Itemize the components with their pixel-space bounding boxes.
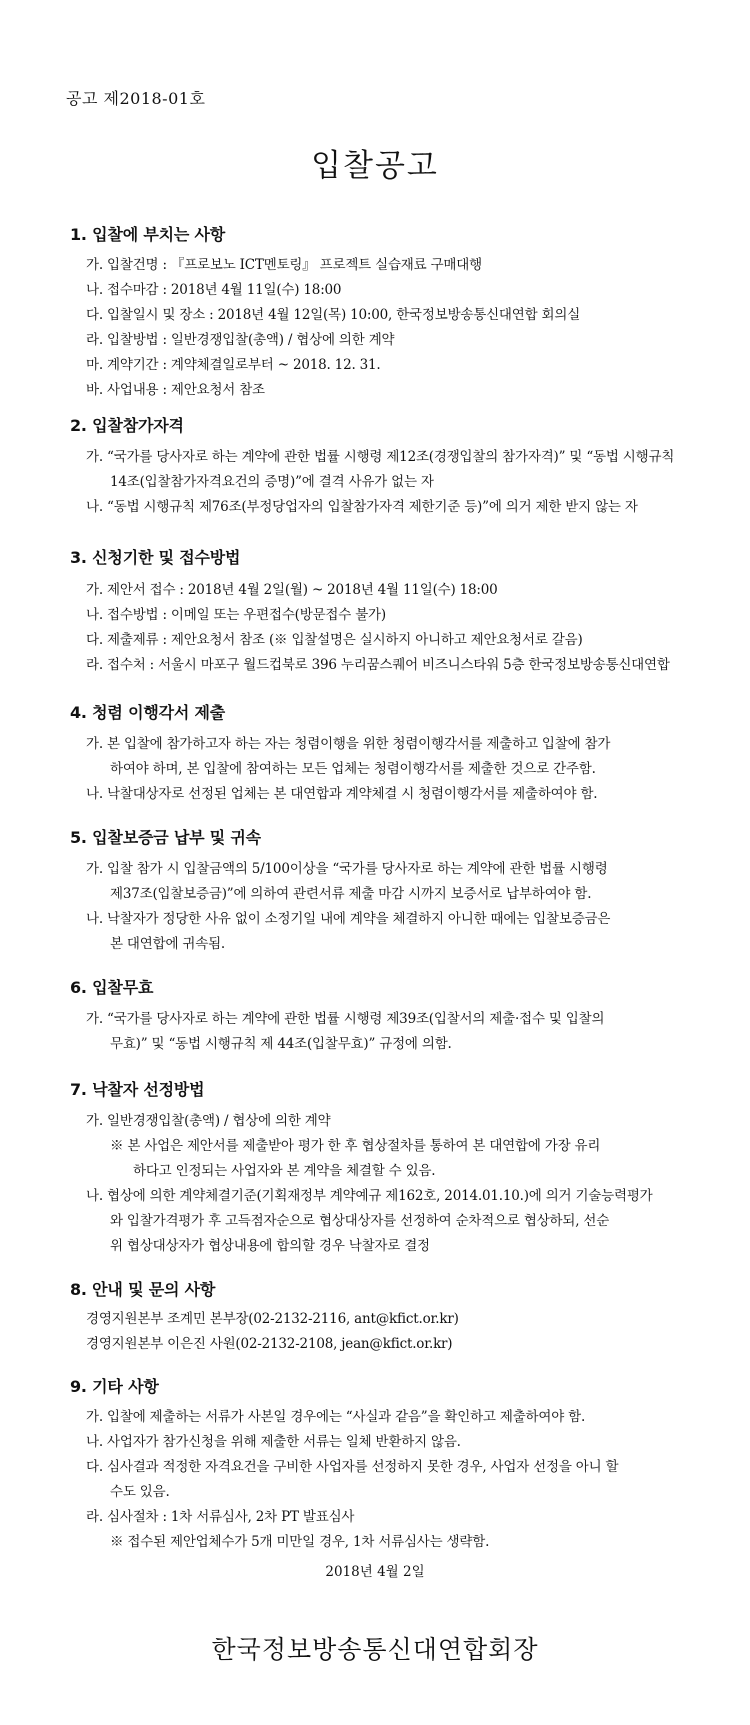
list-item: 나. 접수마감 : 2018년 4월 11일(수) 18:00 [86,282,342,298]
page-title: 입찰공고 [311,148,439,184]
list-item: 라. 입찰방법 : 일반경쟁입찰(총액) / 협상에 의한 계약 [86,332,395,348]
list-item: 다. 심사결과 적정한 자격요건을 구비한 사업자를 선정하지 못한 경우, 사업자 선정을 아니 할 [86,1459,619,1475]
notice-number: 공고 제2018-01호 [66,89,206,108]
list-item: 다. 입찰일시 및 장소 : 2018년 4월 12일(목) 10:00, 한국정보방송통신대연합 회의실 [86,307,581,323]
issuer-signature: 한국정보방송통신대연합회장 [211,1635,539,1664]
list-item: ※ 접수된 제안업체수가 5개 미만일 경우, 1차 서류심사는 생략함. [110,1534,490,1550]
list-item: 바. 사업내용 : 제안요청서 참조 [86,382,265,398]
section-heading: 2. 입찰참가자격 [70,416,184,435]
list-item: 수도 있음. [110,1484,170,1500]
section-heading: 7. 낙찰자 선정방법 [70,1080,205,1099]
list-item: 무효)” 및 “동법 시행규칙 제 44조(입찰무효)” 규정에 의함. [110,1036,452,1052]
list-item: 가. 입찰 참가 시 입찰금액의 5/100이상을 “국가를 당사자로 하는 계약에 관한 법률 시행령 [86,861,608,877]
list-item: 나. 접수방법 : 이메일 또는 우편접수(방문접수 불가) [86,607,386,623]
section-heading: 5. 입찰보증금 납부 및 귀속 [70,828,261,847]
list-item: 가. “국가를 당사자로 하는 계약에 관한 법률 시행령 제39조(입찰서의 제출·접수 및 입찰의 [86,1011,605,1027]
list-item: 나. 낙찰대상자로 선정된 업체는 본 대연합과 계약체결 시 청렴이행각서를 제출하여야 함. [86,786,598,802]
contact-line: 경영지원본부 이은진 사원(02-2132-2108, jean@kfict.or.kr) [86,1336,453,1352]
section-heading: 6. 입찰무효 [70,978,154,997]
list-item: 나. 사업자가 참가신청을 위해 제출한 서류는 일체 반환하지 않음. [86,1434,461,1450]
section-heading: 8. 안내 및 문의 사항 [70,1280,216,1299]
list-item: 나. “동법 시행규칙 제76조(부정당업자의 입찰참가자격 제한기준 등)”에 의거 제한 받지 않는 자 [86,499,638,515]
section-heading: 3. 신청기한 및 접수방법 [70,548,241,567]
list-item: 라. 접수처 : 서울시 마포구 월드컵북로 396 누리꿈스퀘어 비즈니스타워 5층 한국정보방송통신대연합 [86,657,670,673]
list-item: 제37조(입찰보증금)”에 의하여 관련서류 제출 마감 시까지 보증서로 납부하여야 함. [110,886,592,902]
list-item: 14조(입찰참가자격요건의 증명)”에 결격 사유가 없는 자 [110,474,434,490]
list-item: 다. 제출제류 : 제안요청서 참조 (※ 입찰설명은 실시하지 아니하고 제안요청서로 갈음) [86,632,583,648]
list-item: 가. 제안서 접수 : 2018년 4월 2일(월) ~ 2018년 4월 11일(수) 18:00 [86,582,498,598]
list-item: 위 협상대상자가 협상내용에 합의할 경우 낙찰자로 결정 [110,1238,430,1254]
list-item: ※ 본 사업은 제안서를 제출받아 평가 한 후 협상절차를 통하여 본 대연합에 가장 유리 [110,1138,601,1154]
list-item: 가. 입찰건명 : 『프로보노 ICT멘토링』 프로젝트 실습재료 구매대행 [86,257,482,273]
section-heading: 4. 청렴 이행각서 제출 [70,703,225,722]
list-item: 하여야 하며, 본 입찰에 참여하는 모든 업체는 청렴이행각서를 제출한 것으로 간주함. [110,761,596,777]
list-item: 가. 입찰에 제출하는 서류가 사본일 경우에는 “사실과 같음”을 확인하고 제출하여야 함. [86,1409,586,1425]
list-item: 가. “국가를 당사자로 하는 계약에 관한 법률 시행령 제12조(경쟁입찰의 참가자격)” 및 “동법 시행규칙 [86,449,675,465]
list-item: 와 입찰가격평가 후 고득점자순으로 협상대상자를 선정하여 순차적으로 협상하되, 선순 [110,1213,610,1229]
list-item: 가. 본 입찰에 참가하고자 하는 자는 청렴이행을 위한 청렴이행각서를 제출하고 입찰에 참가 [86,736,611,752]
notice-date: 2018년 4월 2일 [325,1564,425,1580]
list-item: 라. 심사절차 : 1차 서류심사, 2차 PT 발표심사 [86,1509,355,1525]
list-item: 나. 낙찰자가 정당한 사유 없이 소정기일 내에 계약을 체결하지 아니한 때에는 입찰보증금은 [86,911,611,927]
list-item: 본 대연합에 귀속됨. [110,936,226,952]
section-heading: 9. 기타 사항 [70,1377,159,1396]
list-item: 마. 계약기간 : 계약체결일로부터 ~ 2018. 12. 31. [86,357,381,373]
list-item: 하다고 인정되는 사업자와 본 계약을 체결할 수 있음. [133,1163,436,1179]
list-item: 나. 협상에 의한 계약체결기준(기획재정부 계약예규 제162호, 2014.01.10.)에 의거 기술능력평가 [86,1188,653,1204]
list-item: 가. 일반경쟁입찰(총액) / 협상에 의한 계약 [86,1113,331,1129]
section-heading: 1. 입찰에 부치는 사항 [70,225,225,244]
contact-line: 경영지원본부 조계민 본부장(02-2132-2116, ant@kfict.or.kr) [86,1311,459,1327]
